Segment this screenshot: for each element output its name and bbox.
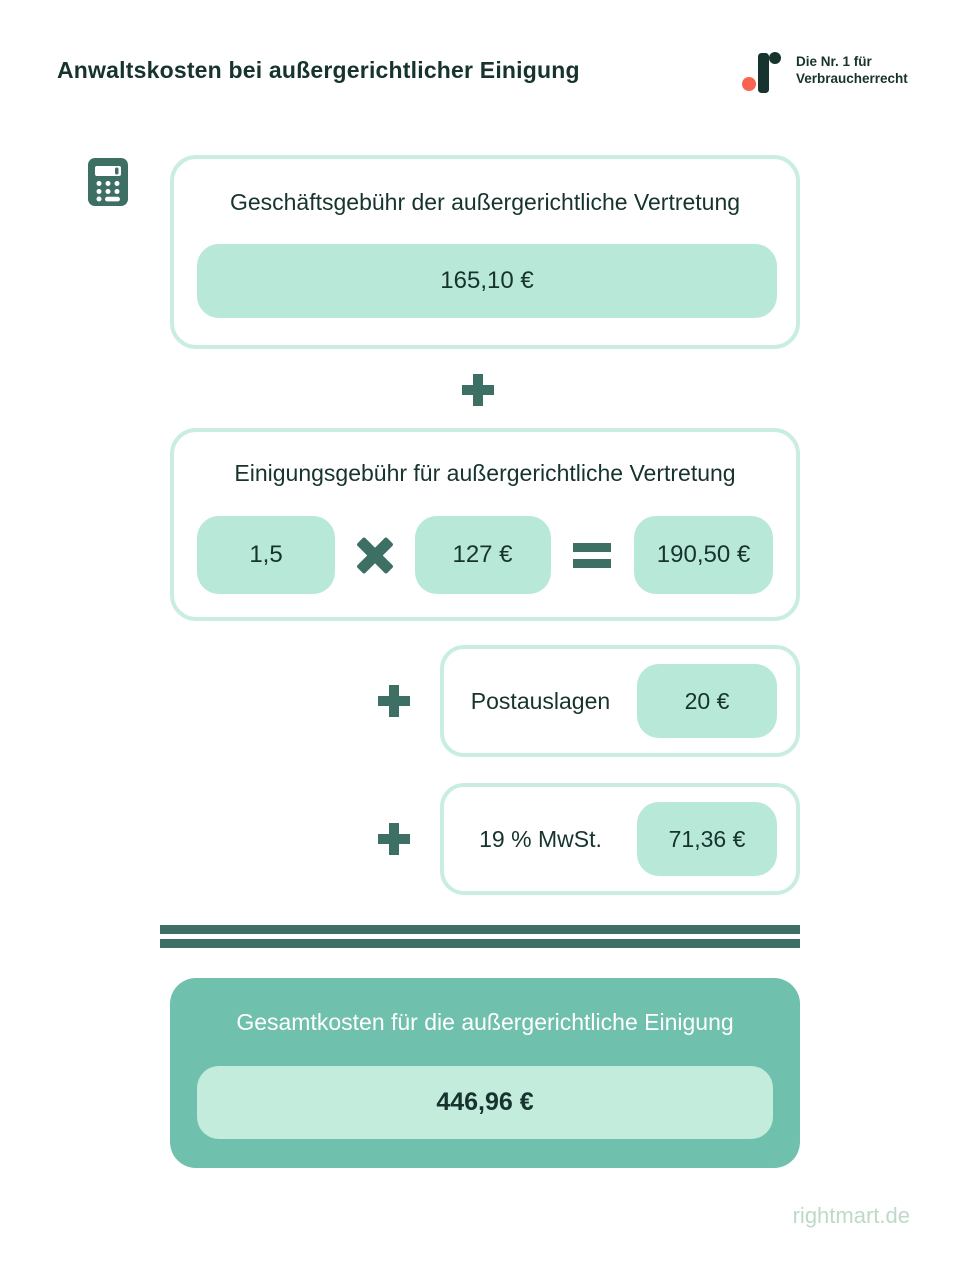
- calculator-icon: [88, 158, 128, 206]
- result-value: 190,50 €: [656, 541, 751, 568]
- total-title: Gesamtkosten für die außergerichtliche Einigung: [236, 1009, 734, 1035]
- brand-tagline: [796, 50, 908, 88]
- total-rule-bottom: [160, 939, 800, 948]
- vat-card: [440, 783, 800, 895]
- postage-value: 20 €: [684, 687, 730, 714]
- postage-label: Postauslagen: [470, 687, 611, 714]
- plus-icon: [462, 374, 494, 406]
- settlement-fee-equation: [197, 516, 773, 594]
- base-fee-value: 127 €: [452, 541, 513, 568]
- postage-pill: [637, 664, 777, 738]
- vat-pill: [637, 802, 777, 876]
- settlement-fee-card: [170, 428, 800, 621]
- factor-value: 1,5: [249, 541, 283, 568]
- base-fee-pill: [415, 516, 551, 594]
- total-card: [170, 978, 800, 1168]
- brand-logo: [741, 50, 908, 96]
- equals-icon: [573, 543, 611, 568]
- business-fee-title: Geschäftsgebühr der außergerichtliche Vertretung: [229, 189, 741, 215]
- total-rule-top: [160, 925, 800, 934]
- page-title: Anwaltskosten bei außergerichtlicher Einigung: [57, 57, 580, 83]
- brand-tagline-line1: Die Nr. 1 für: [796, 54, 872, 69]
- settlement-fee-title: Einigungsgebühr für außergerichtliche Vertretung: [234, 460, 736, 486]
- brand-tagline-line2: Verbraucherrecht: [796, 70, 908, 86]
- business-fee-value: 165,10 €: [440, 267, 534, 294]
- total-value: 446,96 €: [436, 1088, 534, 1116]
- business-fee-pill: [197, 244, 777, 318]
- footer-website: rightmart.de: [792, 1203, 910, 1228]
- vat-value: 71,36 €: [668, 825, 746, 852]
- plus-icon: [378, 823, 410, 855]
- business-fee-card: [170, 155, 800, 349]
- plus-icon: [378, 685, 410, 717]
- total-pill: [197, 1066, 773, 1139]
- multiply-icon: [358, 538, 392, 572]
- factor-pill: [197, 516, 335, 594]
- postage-card: [440, 645, 800, 757]
- vat-label: 19 % MwSt.: [479, 825, 602, 852]
- rightmart-logo-icon: [741, 50, 785, 96]
- result-pill: [634, 516, 773, 594]
